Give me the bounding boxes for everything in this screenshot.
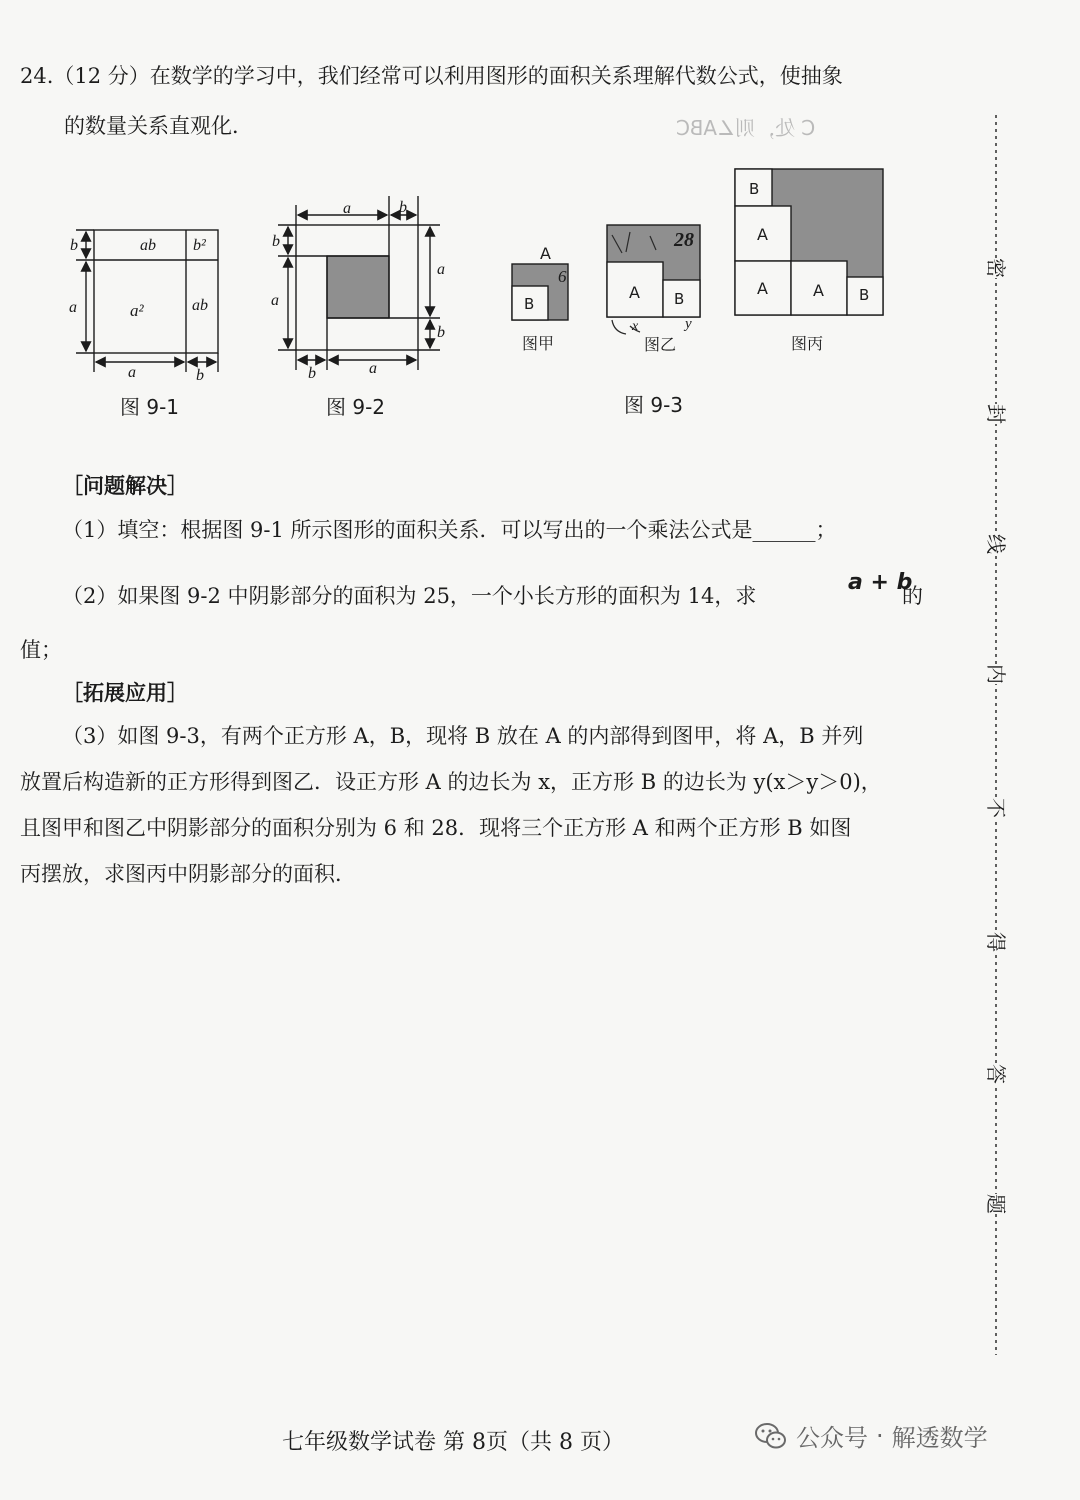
svg-text:a: a	[128, 364, 136, 381]
watermark-account-label: 公众号	[796, 1424, 868, 1452]
svg-text:a: a	[69, 299, 77, 316]
watermark	[754, 1418, 988, 1453]
svg-text:A: A	[813, 281, 824, 300]
question-intro-line2: 的数量关系直观化．	[64, 114, 253, 138]
svg-text:b: b	[70, 237, 78, 254]
question-2-value: 值；	[20, 638, 62, 662]
svg-text:B: B	[749, 180, 760, 198]
jia-handwritten-6: 6	[558, 267, 567, 286]
binding-char: 线	[984, 534, 1008, 554]
binding-char: 得	[984, 932, 1008, 952]
watermark-name: 解透数学	[891, 1424, 988, 1452]
question-3-line1: （3）如图 9-3，有两个正方形 A，B，现将 B 放在 A 的内部得到图甲，将 A，B 并列	[62, 724, 864, 748]
question-3-line2: 放置后构造新的正方形得到图乙．设正方形 A 的边长为 x，正方形 B 的边长为 y(x＞y＞0)，	[20, 770, 882, 794]
svg-text:b: b	[399, 199, 407, 216]
svg-text:b: b	[437, 324, 445, 341]
fig2-caption: 图 9-2	[326, 395, 386, 419]
question-2-de: 的	[902, 584, 923, 608]
jia-caption: 图甲	[522, 334, 555, 353]
question-3-line3: 且图甲和图乙中阴影部分的面积分别为 6 和 28．现将三个正方形 A 和两个正方形 B 如图	[20, 816, 852, 840]
svg-text:a: a	[271, 292, 279, 309]
fig1-label-b2: b²	[193, 237, 206, 254]
fig1-caption: 图 9-1	[120, 395, 180, 419]
svg-text:A: A	[757, 225, 768, 244]
binding-char: 不	[984, 798, 1008, 818]
section-problem-solving: ［问题解决］	[62, 474, 188, 498]
yi-caption: 图乙	[644, 335, 677, 354]
svg-text:B: B	[674, 290, 685, 308]
svg-text:A: A	[757, 279, 768, 298]
binding-char: 答	[984, 1064, 1008, 1084]
section-extension: ［拓展应用］	[62, 681, 188, 705]
fig1-label-ab-right: ab	[192, 297, 208, 314]
svg-text:B: B	[859, 286, 870, 304]
fig1-label-a2: a²	[130, 301, 144, 320]
yi-handwritten-28: 28	[674, 229, 694, 251]
svg-text:a: a	[437, 261, 445, 278]
yi-handwritten-y: y	[685, 316, 692, 332]
question-3-line4: 丙摆放，求图丙中阴影部分的面积．	[20, 862, 356, 886]
watermark-dot: ·	[876, 1421, 884, 1450]
fig3-caption: 图 9-3	[624, 393, 684, 417]
question-2-text: （2）如果图 9-2 中阴影部分的面积为 25，一个小长方形的面积为 14，求	[62, 584, 757, 608]
svg-text:a: a	[343, 200, 351, 217]
svg-text:b: b	[272, 233, 280, 250]
wechat-icon	[754, 1421, 788, 1451]
page-footer: 七年级数学试卷 第 8页（共 8 页）	[282, 1430, 624, 1455]
question-2-expression: a + b	[848, 570, 913, 595]
bleed-through-text: C 处，则∠ABC	[676, 116, 816, 140]
yi-handwritten-x: x	[632, 319, 639, 334]
binding-char: 封	[984, 404, 1008, 424]
binding-char: 题	[984, 1194, 1008, 1214]
bing-caption: 图丙	[791, 334, 824, 353]
binding-char: 内	[984, 664, 1008, 684]
question-intro-line1: 24.（12 分）在数学的学习中，我们经常可以利用图形的面积关系理解代数公式，使抽象	[20, 64, 843, 88]
binding-char: 密	[984, 258, 1008, 278]
question-1: （1）填空：根据图 9-1 所示图形的面积关系．可以写出的一个乘法公式是______；	[62, 518, 837, 542]
jia-label-A: A	[540, 244, 551, 263]
svg-text:A: A	[629, 283, 640, 302]
svg-text:b: b	[308, 365, 316, 382]
fig1-label-ab-top: ab	[140, 237, 156, 254]
svg-text:b: b	[196, 367, 204, 384]
svg-text:B: B	[524, 295, 535, 313]
svg-text:a: a	[369, 360, 377, 377]
